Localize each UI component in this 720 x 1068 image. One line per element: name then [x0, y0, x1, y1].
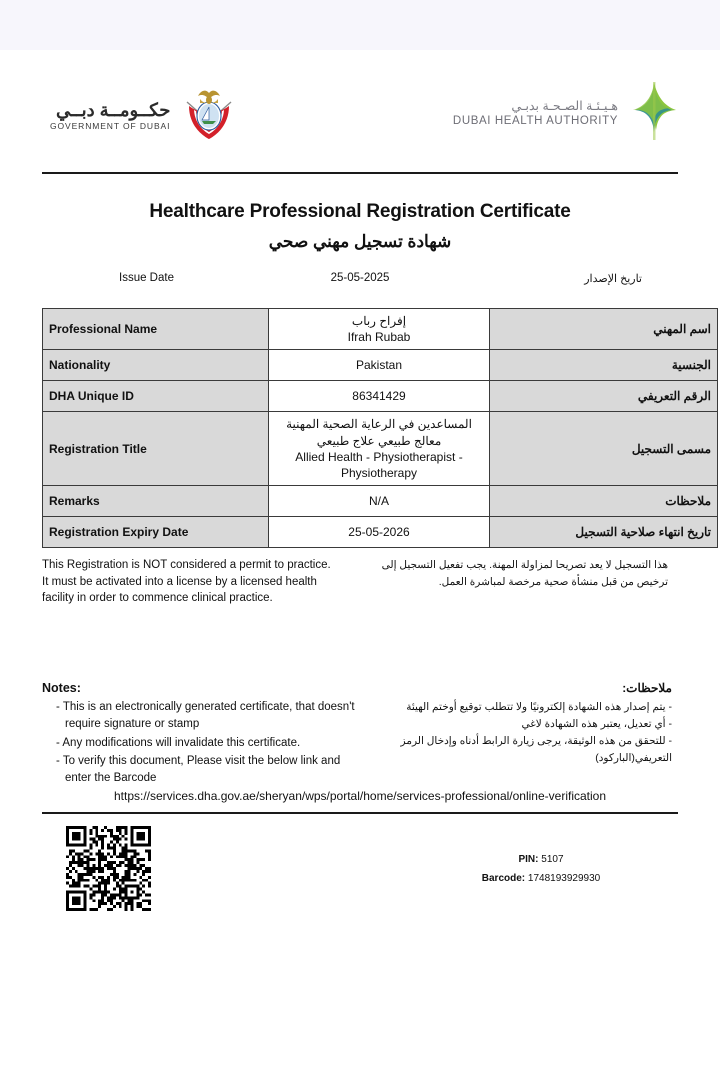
pin-label: PIN:	[518, 854, 539, 866]
certificate-page	[0, 50, 720, 1068]
row-label-professional-name: Professional Name	[43, 309, 269, 350]
row-value-registration-expiry-date: 25-05-2026	[269, 517, 490, 548]
row-value-professional-name	[269, 309, 490, 350]
list-item: - To verify this document, Please visit the below link and enter the Barcode	[56, 754, 341, 785]
barcode-line	[436, 869, 646, 888]
row-value-registration-title	[269, 412, 490, 486]
viewer-top-bar	[0, 0, 720, 51]
code-values	[436, 850, 646, 888]
row-label-arabic-dha-unique-id: الرقم التعريفي	[490, 381, 718, 412]
barcode-label: Barcode:	[481, 873, 526, 885]
notes-heading: Notes:	[42, 681, 81, 696]
registration-details-table	[42, 308, 718, 548]
row-label-dha-unique-id: DHA Unique ID	[43, 381, 269, 412]
dha-star-icon	[624, 80, 678, 147]
barcode-value: 1748193929930	[527, 873, 601, 885]
header-logo-row	[42, 50, 678, 172]
gov-logo-arabic: حكــومــة دبــي	[56, 99, 171, 120]
row-label-arabic-registration-expiry-date: تاريخ انتهاء صلاحية التسجيل	[490, 517, 718, 548]
qr-code-icon	[66, 826, 151, 911]
disclaimer-block	[42, 557, 678, 615]
list-item: - يتم إصدار هذه الشهادة إلكترونيًا ولا تتطلب توقيع أوختم الهيئة	[406, 701, 672, 714]
disclaimer-english: This Registration is NOT considered a permit to practice. It must be activated into a license by a licensed health facility in order to commence clinical practice.	[42, 559, 331, 605]
notes-list-arabic	[382, 699, 672, 767]
table-row	[43, 350, 718, 381]
row-value-dha-unique-id: 86341429	[269, 381, 490, 412]
table-row	[43, 517, 718, 548]
row-value-nationality: Pakistan	[269, 350, 490, 381]
dha-logo-arabic: هـيـئـة الصـحـة بدبـي	[511, 98, 618, 113]
table-row	[43, 412, 718, 486]
page-title-arabic: شهادة تسجيل مهني صحي	[268, 232, 452, 251]
disclaimer-arabic: هذا التسجيل لا يعد تصريحا لمزاولة المهنة. يجب تفعيل التسجيل إلى ترخيص من قبل منشأة صحية مرخصة لمباشرة العمل.	[381, 559, 668, 588]
value-english: Ifrah Rubab	[347, 330, 411, 345]
row-value-remarks: N/A	[269, 486, 490, 517]
verification-url[interactable]: https://services.dha.gov.ae/sheryan/wps/portal/home/services-professional/online-verification	[113, 789, 607, 804]
notes-block	[42, 681, 678, 785]
dubai-emblem-icon	[178, 82, 240, 149]
row-label-arabic-professional-name: اسم المهني	[490, 309, 718, 350]
list-item: - This is an electronically generated certificate, that doesn't require signature or stamp	[56, 701, 355, 731]
notes-list-english	[42, 699, 362, 787]
issue-date-label: Issue Date	[119, 272, 174, 284]
table-row	[43, 486, 718, 517]
value-arabic: المساعدين في الرعاية الصحية المهنية معالج طبيعي علاج طبيعي	[286, 417, 472, 448]
header-divider	[42, 172, 678, 174]
table-row	[43, 309, 718, 350]
dubai-health-authority-logo	[453, 80, 678, 147]
footer-block	[42, 826, 678, 936]
list-item: - للتحقق من هذه الوثيقة، يرجى زيارة الرابط أدناه وإدخال الرمز التعريفي(الباركود)	[400, 735, 672, 765]
government-of-dubai-logo	[50, 82, 240, 149]
pin-value: 5107	[541, 854, 564, 866]
notes-english	[42, 681, 362, 788]
value-english: Allied Health - Physiotherapist - Physiotherapy	[295, 449, 463, 480]
row-label-arabic-remarks: ملاحظات	[490, 486, 718, 517]
table-row	[43, 381, 718, 412]
value-arabic: إفراح رباب	[351, 314, 407, 328]
footer-divider	[42, 812, 678, 814]
certificate-sheet	[42, 50, 711, 936]
row-label-nationality: Nationality	[43, 350, 269, 381]
pin-line	[436, 850, 646, 869]
issue-date-row	[42, 272, 678, 294]
issue-date-value: 25-05-2025	[330, 272, 390, 284]
notes-heading-arabic: ملاحظات:	[622, 681, 672, 696]
list-item: - أي تعديل، يعتبر هذه الشهادة لاغي	[521, 718, 672, 731]
row-label-remarks: Remarks	[43, 486, 269, 517]
row-label-arabic-registration-title: مسمى التسجيل	[490, 412, 718, 486]
gov-logo-english: GOVERNMENT OF DUBAI	[50, 120, 171, 131]
list-item: - Any modifications will invalidate this certificate.	[56, 736, 301, 749]
row-label-arabic-nationality: الجنسية	[490, 350, 718, 381]
row-label-registration-expiry-date: Registration Expiry Date	[43, 517, 269, 548]
row-label-registration-title: Registration Title	[43, 412, 269, 486]
notes-arabic	[382, 681, 672, 767]
dha-logo-english: DUBAI HEALTH AUTHORITY	[452, 115, 618, 127]
page-title: Healthcare Professional Registration Certificate	[149, 201, 571, 222]
issue-date-label-arabic: تاريخ الإصدار	[584, 273, 642, 285]
dha-logo-text	[453, 100, 618, 128]
gov-logo-text	[50, 101, 170, 131]
